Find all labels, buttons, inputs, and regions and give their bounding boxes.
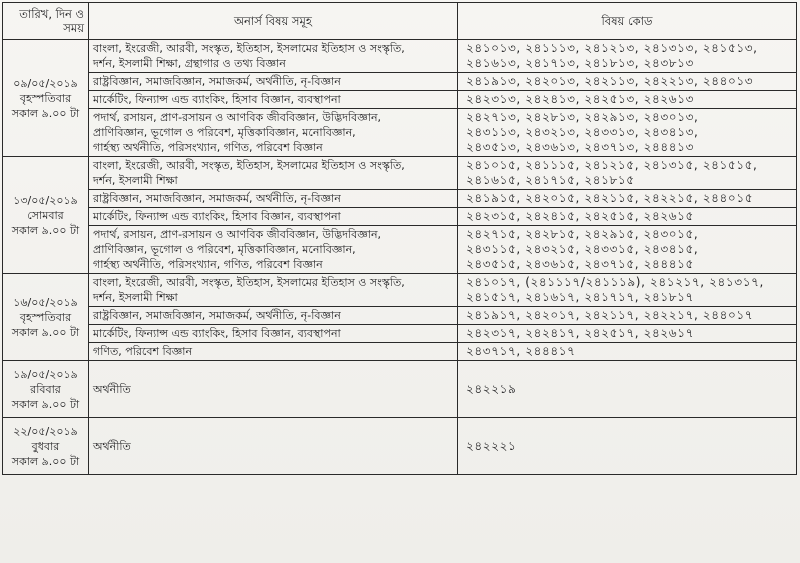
subject-code-cell	[458, 109, 797, 157]
exam-date-cell	[3, 157, 89, 274]
exam-date-cell	[3, 274, 89, 361]
exam-date-cell	[3, 40, 89, 157]
subject-line: অর্থনীতি	[93, 439, 131, 453]
subject-code-cell	[458, 325, 797, 343]
subject-code-cell	[458, 73, 797, 91]
table-row	[3, 307, 797, 325]
subject-line: অর্থনীতি	[93, 382, 131, 396]
subjects-cell	[89, 73, 458, 91]
subject-code-line: ২৪১০১৩, ২৪১১১৩, ২৪১২১৩, ২৪১৩১৩, ২৪১৫১৩,	[466, 41, 758, 55]
subjects-cell	[89, 307, 458, 325]
subjects-cell	[89, 325, 458, 343]
table-row	[3, 157, 797, 190]
exam-date: ২২/০৫/২০১৯	[13, 424, 78, 438]
subjects-cell	[89, 157, 458, 190]
subjects-cell	[89, 343, 458, 361]
subjects-cell	[89, 226, 458, 274]
subject-line: বাংলা, ইংরেজী, আরবী, সংস্কৃত, ইতিহাস, ইসলামের ইতিহাস ও সংস্কৃতি,	[93, 276, 405, 289]
table-row	[3, 91, 797, 109]
table-row	[3, 73, 797, 91]
table-header-row	[3, 3, 797, 40]
subject-code-line: ২৪২৭১৫, ২৪২৮১৫, ২৪২৯১৫, ২৪৩০১৫,	[466, 227, 699, 241]
subject-code-cell	[458, 307, 797, 325]
table-row	[3, 208, 797, 226]
subject-code-cell	[458, 190, 797, 208]
date-column-header	[3, 3, 89, 40]
subject-line: বাংলা, ইংরেজী, আরবী, সংস্কৃত, ইতিহাস, ইসলামের ইতিহাস ও সংস্কৃতি,	[93, 42, 405, 55]
subject-line: রাষ্ট্রবিজ্ঞান, সমাজবিজ্ঞান, সমাজকর্ম, অর্থনীতি, নৃ-বিজ্ঞান	[93, 309, 341, 322]
subject-code-cell	[458, 91, 797, 109]
subject-code-cell	[458, 343, 797, 361]
subject-code-line: ২৪২৭১৩, ২৪২৮১৩, ২৪২৯১৩, ২৪৩০১৩,	[466, 110, 699, 124]
subject-line: প্রাণিবিজ্ঞান, ভূগোল ও পরিবেশ, মৃত্তিকাবিজ্ঞান, মনোবিজ্ঞান,	[93, 126, 356, 139]
exam-date-cell	[3, 361, 89, 418]
subject-line: দর্শন, ইসলামী শিক্ষা, গ্রন্থাগার ও তথ্য বিজ্ঞান	[93, 57, 286, 70]
subject-line: মার্কেটিং, ফিন্যান্স এন্ড ব্যাংকিং, হিসাব বিজ্ঞান, ব্যবস্থাপনা	[93, 327, 341, 340]
subject-code-cell	[458, 361, 797, 418]
exam-date: ০৯/০৫/২০১৯	[13, 76, 78, 90]
subject-code-line: ২৪২৩১৫, ২৪২৪১৫, ২৪২৫১৫, ২৪২৬১৫	[466, 209, 694, 223]
subject-code-cell	[458, 157, 797, 190]
code-column-header: বিষয় কোড	[458, 3, 797, 40]
date-header-line: তারিখ, দিন ও	[19, 7, 84, 21]
subject-code-line: ২৪১৬১৩, ২৪১৭১৩, ২৪১৮১৩, ২৪৩৮১৩	[466, 56, 694, 70]
subject-code-cell	[458, 226, 797, 274]
subject-code-line: ২৪১০১৫, ২৪১১১৫, ২৪১২১৫, ২৪১৩১৫, ২৪১৫১৫,	[466, 158, 758, 172]
exam-time: সকাল ৯.০০ টা	[11, 325, 80, 339]
subject-code-line: ২৪১৫১৭, ২৪১৬১৭, ২৪১৭১৭, ২৪১৮১৭	[466, 290, 694, 304]
subject-code-line: ২৪২২১৯	[466, 381, 517, 396]
table-row	[3, 274, 797, 307]
subject-line: দর্শন, ইসলামী শিক্ষা	[93, 174, 178, 187]
subject-code-cell	[458, 40, 797, 73]
subjects-column-header: অনার্স বিষয় সমূহ	[89, 3, 458, 40]
subjects-cell	[89, 109, 458, 157]
subject-code-line: ২৪২৩১৭, ২৪২৪১৭, ২৪২৫১৭, ২৪২৬১৭	[466, 326, 694, 340]
subject-code-line: ২৪১০১৭, (২৪১১১৭/২৪১১১৯), ২৪১২১৭, ২৪১৩১৭,	[466, 275, 764, 289]
date-header-line: সময়	[63, 21, 84, 35]
subject-line: গণিত, পরিবেশ বিজ্ঞান	[93, 345, 193, 358]
subjects-cell	[89, 40, 458, 73]
subject-line: গার্হস্থ্য অর্থনীতি, পরিসংখ্যান, গণিত, পরিবেশ বিজ্ঞান	[93, 258, 323, 271]
exam-day: বুধবার	[31, 439, 60, 453]
subject-line: গার্হস্থ্য অর্থনীতি, পরিসংখ্যান, গণিত, পরিবেশ বিজ্ঞান	[93, 141, 323, 154]
subject-line: পদার্থ, রসায়ন, প্রাণ-রসায়ন ও আণবিক জীববিজ্ঞান, উদ্ভিদবিজ্ঞান,	[93, 111, 382, 124]
subject-line: রাষ্ট্রবিজ্ঞান, সমাজবিজ্ঞান, সমাজকর্ম, অর্থনীতি, নৃ-বিজ্ঞান	[93, 192, 341, 205]
exam-routine-table	[2, 2, 797, 475]
subject-line: প্রাণিবিজ্ঞান, ভূগোল ও পরিবেশ, মৃত্তিকাবিজ্ঞান, মনোবিজ্ঞান,	[93, 243, 356, 256]
exam-time: সকাল ৯.০০ টা	[11, 223, 80, 237]
exam-day: বৃহস্পতিবার	[19, 91, 72, 105]
exam-time: সকাল ৯.০০ টা	[11, 106, 80, 120]
subject-code-line: ২৪৩১১৫, ২৪৩২১৫, ২৪৩৩১৫, ২৪৩৪১৫,	[466, 242, 699, 256]
exam-time: সকাল ৯.০০ টা	[11, 397, 80, 411]
subjects-cell	[89, 418, 458, 475]
exam-day: রবিবার	[30, 382, 61, 396]
subject-code-line: ২৪১৯১৫, ২৪২০১৫, ২৪২১১৫, ২৪২২১৫, ২৪৪০১৫	[466, 191, 754, 205]
subject-code-line: ২৪১৬১৫, ২৪১৭১৫, ২৪১৮১৫	[466, 173, 635, 187]
subject-line: দর্শন, ইসলামী শিক্ষা	[93, 291, 178, 304]
subject-code-cell	[458, 418, 797, 475]
subject-line: মার্কেটিং, ফিন্যান্স এন্ড ব্যাংকিং, হিসাব বিজ্ঞান, ব্যবস্থাপনা	[93, 210, 341, 223]
subject-line: পদার্থ, রসায়ন, প্রাণ-রসায়ন ও আণবিক জীববিজ্ঞান, উদ্ভিদবিজ্ঞান,	[93, 228, 382, 241]
exam-date: ১৯/০৫/২০১৯	[13, 367, 78, 381]
subject-code-cell	[458, 208, 797, 226]
table-row	[3, 109, 797, 157]
subject-code-line: ২৪১৯১৭, ২৪২০১৭, ২৪২১১৭, ২৪২২১৭, ২৪৪০১৭	[466, 308, 754, 322]
subject-code-line: ২৪৩৭১৭, ২৪৪৪১৭	[466, 344, 576, 358]
subjects-cell	[89, 190, 458, 208]
schedule-body	[3, 40, 797, 475]
table-row	[3, 418, 797, 475]
subject-line: মার্কেটিং, ফিন্যান্স এন্ড ব্যাংকিং, হিসাব বিজ্ঞান, ব্যবস্থাপনা	[93, 93, 341, 106]
exam-date: ১৬/০৫/২০১৯	[13, 295, 78, 309]
exam-date: ১৩/০৫/২০১৯	[13, 193, 78, 207]
subject-code-line: ২৪২২২১	[466, 438, 517, 453]
subject-code-line: ২৪৩৫১৫, ২৪৩৬১৫, ২৪৩৭১৫, ২৪৪৪১৫	[466, 257, 694, 271]
subjects-cell	[89, 361, 458, 418]
subject-code-line: ২৪৩৫১৩, ২৪৩৬১৩, ২৪৩৭১৩, ২৪৪৪১৩	[466, 140, 694, 154]
subject-line: রাষ্ট্রবিজ্ঞান, সমাজবিজ্ঞান, সমাজকর্ম, অর্থনীতি, নৃ-বিজ্ঞান	[93, 75, 341, 88]
exam-date-cell	[3, 418, 89, 475]
table-row	[3, 190, 797, 208]
subject-code-line: ২৪৩১১৩, ২৪৩২১৩, ২৪৩৩১৩, ২৪৩৪১৩,	[466, 125, 699, 139]
exam-day: বৃহস্পতিবার	[19, 310, 72, 324]
subject-code-line: ২৪২৩১৩, ২৪২৪১৩, ২৪২৫১৩, ২৪২৬১৩	[466, 92, 694, 106]
subjects-cell	[89, 208, 458, 226]
subject-code-line: ২৪১৯১৩, ২৪২০১৩, ২৪২১১৩, ২৪২২১৩, ২৪৪০১৩	[466, 74, 754, 88]
subjects-cell	[89, 274, 458, 307]
table-row	[3, 40, 797, 73]
table-row	[3, 361, 797, 418]
exam-day: সোমবার	[27, 208, 64, 222]
table-row	[3, 343, 797, 361]
table-row	[3, 325, 797, 343]
exam-time: সকাল ৯.০০ টা	[11, 454, 80, 468]
table-row	[3, 226, 797, 274]
subjects-cell	[89, 91, 458, 109]
subject-code-cell	[458, 274, 797, 307]
subject-line: বাংলা, ইংরেজী, আরবী, সংস্কৃত, ইতিহাস, ইসলামের ইতিহাস ও সংস্কৃতি,	[93, 159, 405, 172]
